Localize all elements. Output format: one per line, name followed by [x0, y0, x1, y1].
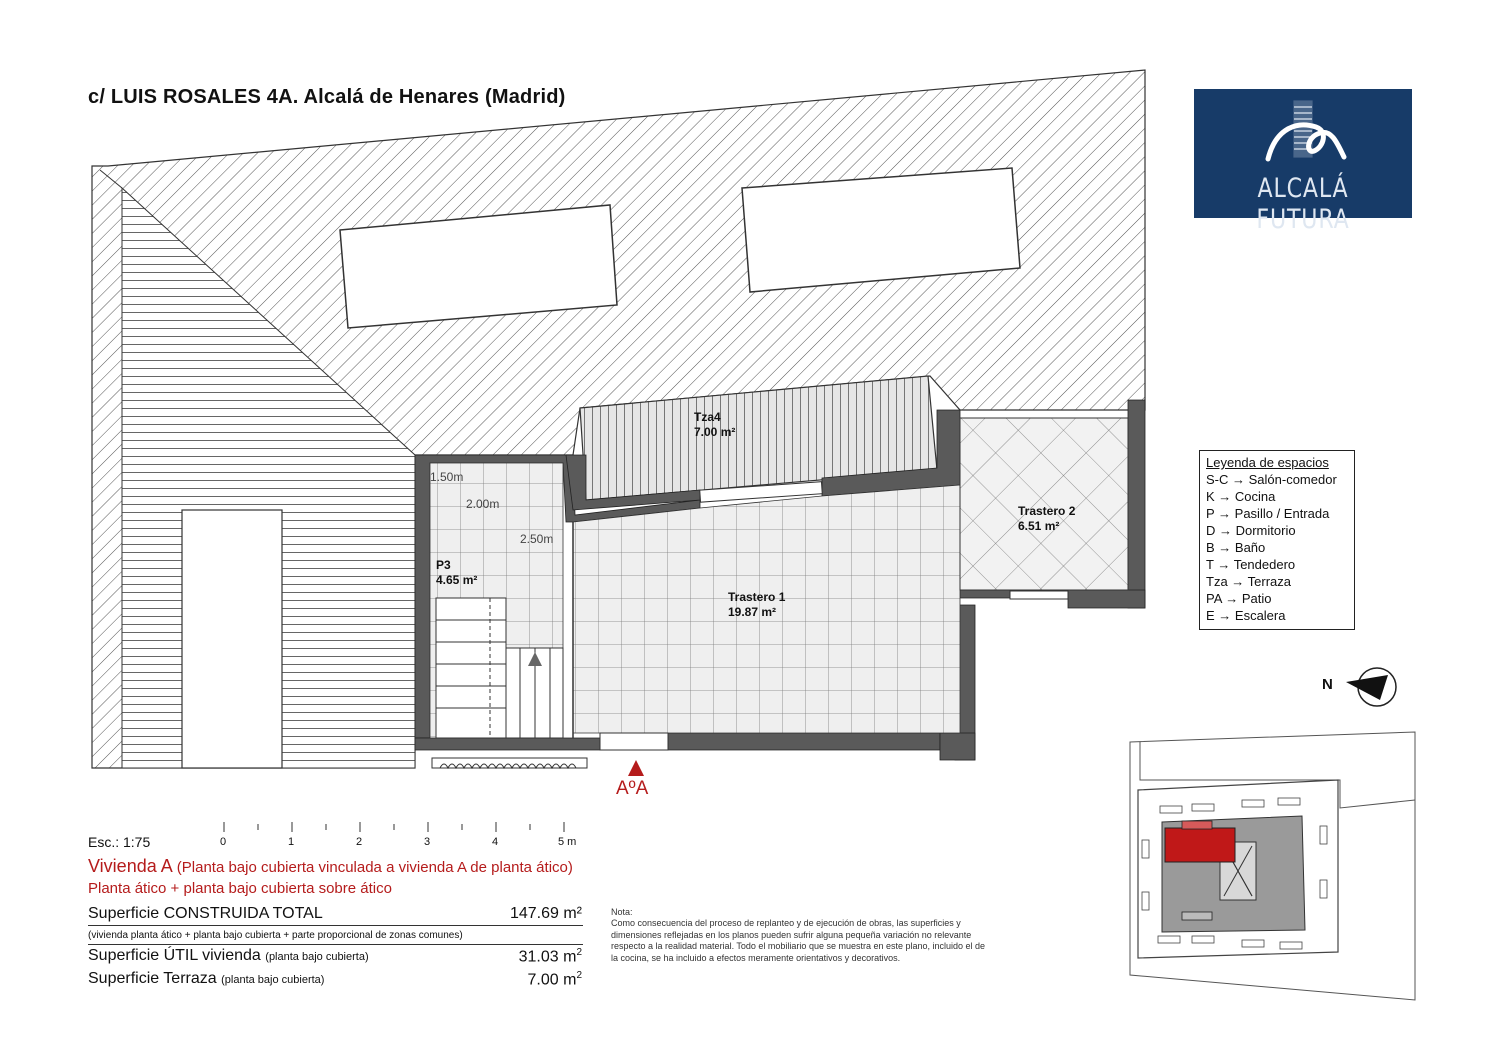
north-arrow-icon	[1346, 668, 1396, 706]
useful-surface-label: Superficie ÚTIL vivienda	[88, 947, 261, 964]
scale-tick: 1	[288, 836, 295, 848]
unit-superscript: 2	[576, 970, 582, 981]
bottom-sill	[432, 758, 587, 768]
note-text: Como consecuencia del proceso de replanteo y de ejecución de obras, las superficies y dimensiones reflejadas en los planos pueden sufrir alguna pequeña variación no relevante respecto a la realidad material. Todo el mobiliario que se muestra en este plano, incluido el de la cocina, se ha incluido a efectos meramente orientativos y decorativos.	[611, 918, 986, 963]
unit-subtitle: Planta ático + planta bajo cubierta sobre ático	[88, 880, 392, 897]
key-plan	[1130, 732, 1415, 1000]
section-marker-label: AºA	[616, 778, 649, 799]
legend-item: PA → Patio	[1206, 591, 1272, 606]
room-name: P3	[436, 558, 451, 572]
divider	[88, 944, 583, 945]
room-name: Trastero 1	[728, 590, 786, 604]
room-label-trastero-2	[1018, 504, 1075, 534]
legend-item: P → Pasillo / Entrada	[1206, 506, 1330, 521]
room-name: Trastero 2	[1018, 504, 1076, 518]
scale-tick: 3	[424, 836, 431, 848]
note-title: Nota:	[611, 907, 633, 917]
room-name: Tza4	[694, 410, 721, 424]
legend-item: T → Tendedero	[1206, 557, 1296, 572]
unit-title	[88, 856, 573, 877]
unit-superscript: 2	[576, 947, 582, 958]
north-label: N	[1322, 676, 1333, 693]
dimension-label: 1.50m	[430, 470, 464, 484]
terrace-surface-row	[88, 970, 324, 988]
scale-tick: 5 m	[558, 836, 577, 848]
scale-tick: 2	[356, 836, 363, 848]
scale-tick: 4	[492, 836, 499, 848]
room-label-tza4	[694, 410, 735, 440]
legend-item: Tza → Terraza	[1206, 574, 1292, 589]
legend-item: S-C → Salón-comedor	[1206, 472, 1337, 487]
unit-name: Vivienda A	[88, 856, 172, 876]
scale-label: Esc.: 1:75	[88, 834, 151, 850]
room-area: 4.65 m²	[436, 573, 478, 587]
dimension-label: 2.50m	[520, 532, 554, 546]
brand-name: ALCALÁ FUTURA	[1256, 173, 1350, 235]
useful-surface-number: 31.03 m	[518, 948, 577, 966]
useful-surface-value	[470, 947, 582, 966]
legend-item: D → Dormitorio	[1206, 523, 1296, 538]
legend-item: K → Cocina	[1206, 489, 1276, 504]
scale-bar	[224, 822, 564, 832]
built-surface-label: Superficie CONSTRUIDA TOTAL	[88, 905, 323, 922]
dimension-label: 2.00m	[466, 497, 500, 511]
roof-opening	[182, 510, 282, 768]
room-label-trastero-1	[728, 590, 785, 620]
built-surface-value: 147.69 m²	[509, 905, 582, 922]
terrace-surface-label: Superficie Terraza	[88, 970, 217, 987]
room-area: 6.51 m²	[1018, 519, 1060, 533]
useful-surface-row	[88, 947, 369, 965]
useful-surface-note: (planta bajo cubierta)	[265, 951, 369, 963]
unit-title-note: (Planta bajo cubierta vinculada a vivienda A de planta ático)	[176, 859, 573, 876]
room-label-p3	[436, 558, 477, 588]
legend-item: B → Baño	[1206, 540, 1266, 555]
room-area: 19.87 m²	[728, 605, 777, 619]
scale-tick: 0	[220, 836, 227, 848]
legend-title: Leyenda de espacios	[1206, 455, 1329, 470]
built-surface-note: (vivienda planta ático + planta bajo cubierta + parte proporcional de zonas comunes)	[88, 930, 463, 941]
room-area: 7.00 m²	[694, 425, 736, 439]
section-marker-icon	[628, 760, 644, 776]
space-legend	[1199, 450, 1355, 630]
divider	[88, 925, 583, 926]
terrace-surface-value	[470, 970, 582, 989]
legend-item: E → Escalera	[1206, 608, 1286, 623]
terrace-surface-number: 7.00 m	[527, 971, 577, 989]
terrace-surface-note: (planta bajo cubierta)	[221, 974, 325, 986]
address-title: c/ LUIS ROSALES 4A. Alcalá de Henares (Madrid)	[88, 86, 566, 108]
